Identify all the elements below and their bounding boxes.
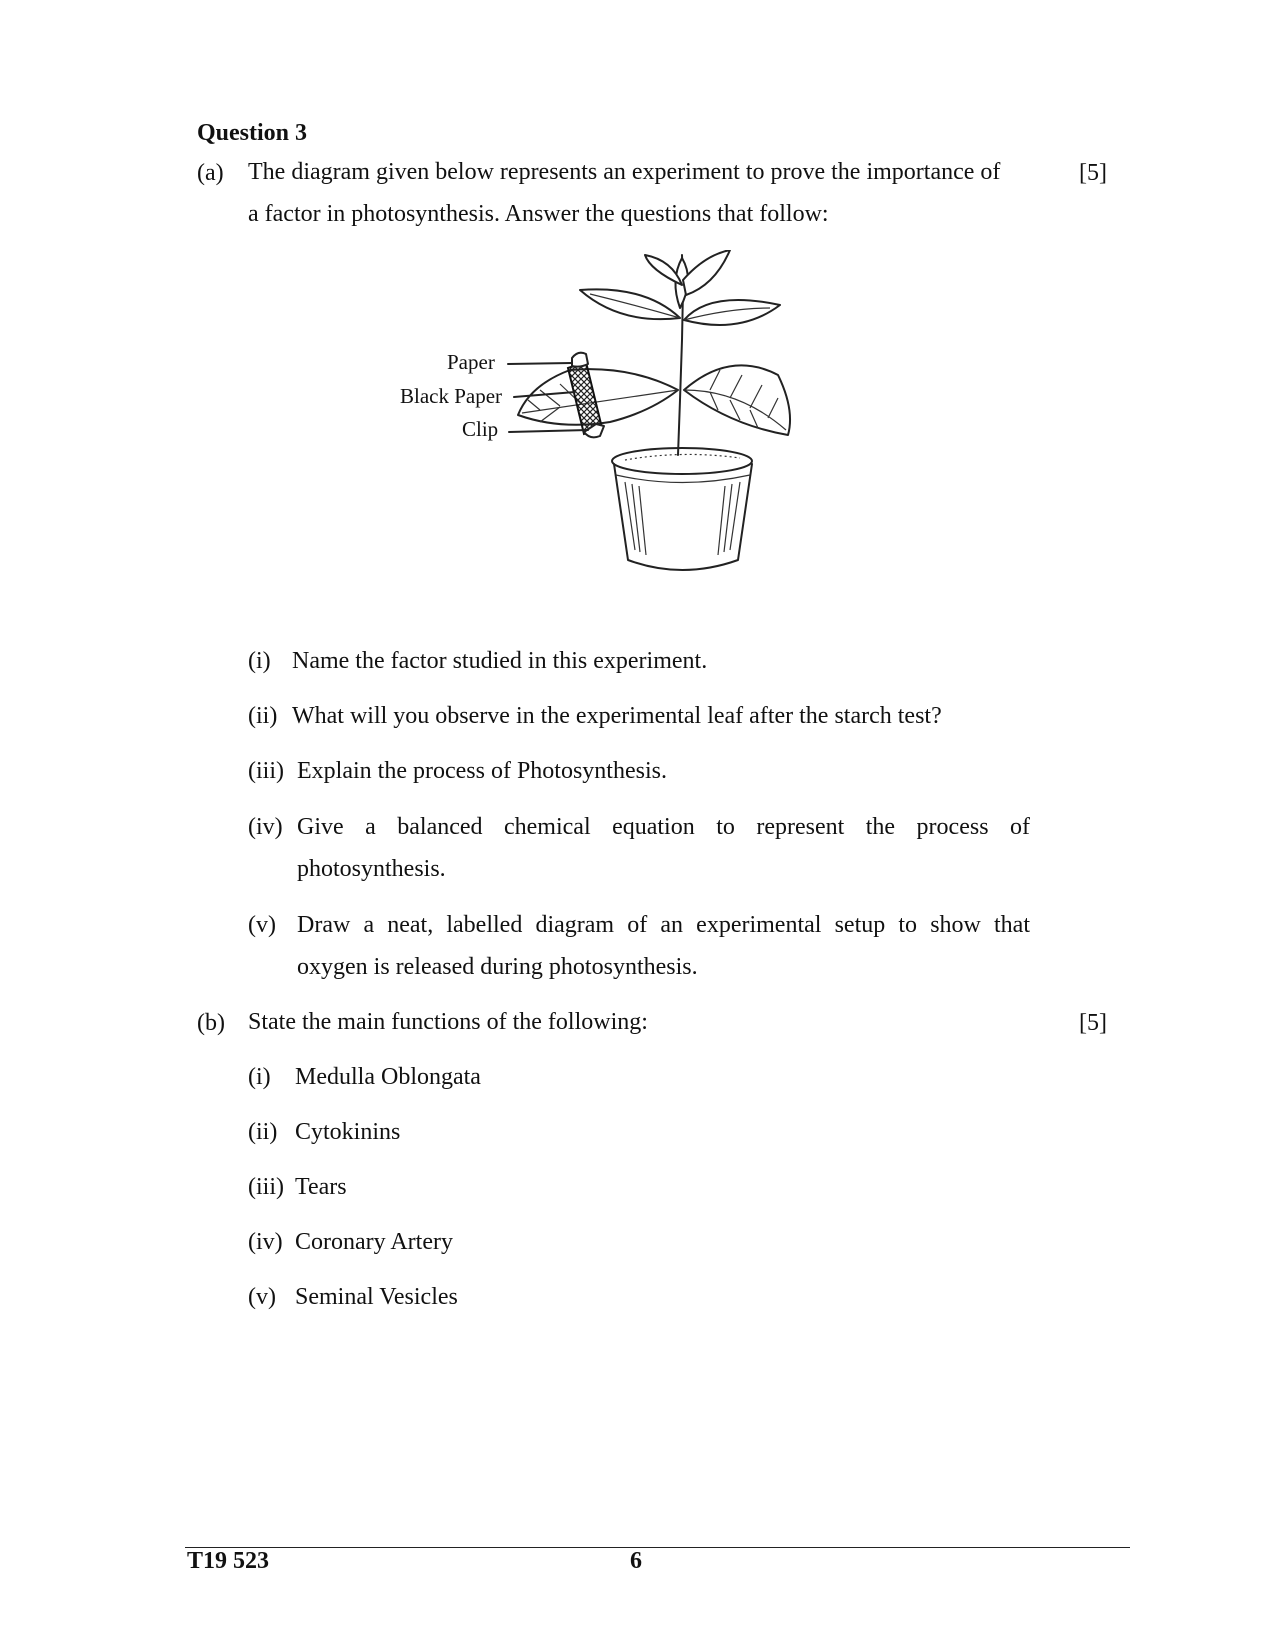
b-item-v-num: (v) — [248, 1284, 276, 1310]
a-item-i-text: Name the factor studied in this experiment. — [292, 648, 708, 674]
a-item-iv-line2: photosynthesis. — [297, 856, 446, 882]
part-b-label: (b) — [197, 1010, 225, 1036]
b-item-iii-text: Tears — [295, 1174, 347, 1200]
footer-divider — [185, 1547, 1130, 1548]
clip-top — [572, 353, 588, 367]
label-paper: Paper — [447, 350, 495, 374]
a-item-iii-text: Explain the process of Photosynthesis. — [297, 758, 667, 784]
part-a-label: (a) — [197, 160, 224, 186]
a-item-v-line2: oxygen is released during photosynthesis. — [297, 954, 698, 980]
b-item-iv-num: (iv) — [248, 1229, 283, 1255]
a-item-ii-text: What will you observe in the experimental leaf after the starch test? — [292, 703, 942, 729]
clip-leader-line — [509, 430, 588, 432]
b-item-iv-text: Coronary Artery — [295, 1229, 453, 1255]
a-item-ii-num: (ii) — [248, 703, 278, 729]
b-item-iii-num: (iii) — [248, 1174, 284, 1200]
footer-page-number: 6 — [630, 1548, 642, 1574]
label-clip: Clip — [462, 417, 499, 441]
part-a-marks: [5] — [1079, 160, 1107, 186]
a-item-i-num: (i) — [248, 648, 271, 674]
b-item-v-text: Seminal Vesicles — [295, 1284, 458, 1310]
paper-leader-line — [508, 363, 572, 364]
a-item-iv-num: (iv) — [248, 814, 283, 840]
a-item-v-num: (v) — [248, 912, 276, 938]
question-title: Question 3 — [197, 120, 308, 146]
a-item-v-line1: Draw a neat, labelled diagram of an experimental setup to show that — [297, 912, 1030, 938]
part-b-intro: State the main functions of the following: — [248, 1009, 648, 1035]
footer-paper-code: T19 523 — [187, 1548, 270, 1574]
a-item-iv-line1: Give a balanced chemical equation to represent the process of — [297, 814, 1030, 840]
part-a-intro-line1: The diagram given below represents an experiment to prove the importance of — [248, 159, 1001, 185]
part-b-marks: [5] — [1079, 1010, 1107, 1036]
label-black-paper: Black Paper — [400, 384, 503, 408]
b-item-i-num: (i) — [248, 1064, 271, 1090]
b-item-i-text: Medulla Oblongata — [295, 1064, 481, 1090]
plant-experiment-figure — [400, 250, 840, 590]
b-item-ii-num: (ii) — [248, 1119, 278, 1145]
a-item-iii-num: (iii) — [248, 758, 284, 784]
flower-pot — [612, 448, 752, 570]
part-a-intro-line2: a factor in photosynthesis. Answer the questions that follow: — [248, 201, 829, 227]
b-item-ii-text: Cytokinins — [295, 1119, 401, 1145]
